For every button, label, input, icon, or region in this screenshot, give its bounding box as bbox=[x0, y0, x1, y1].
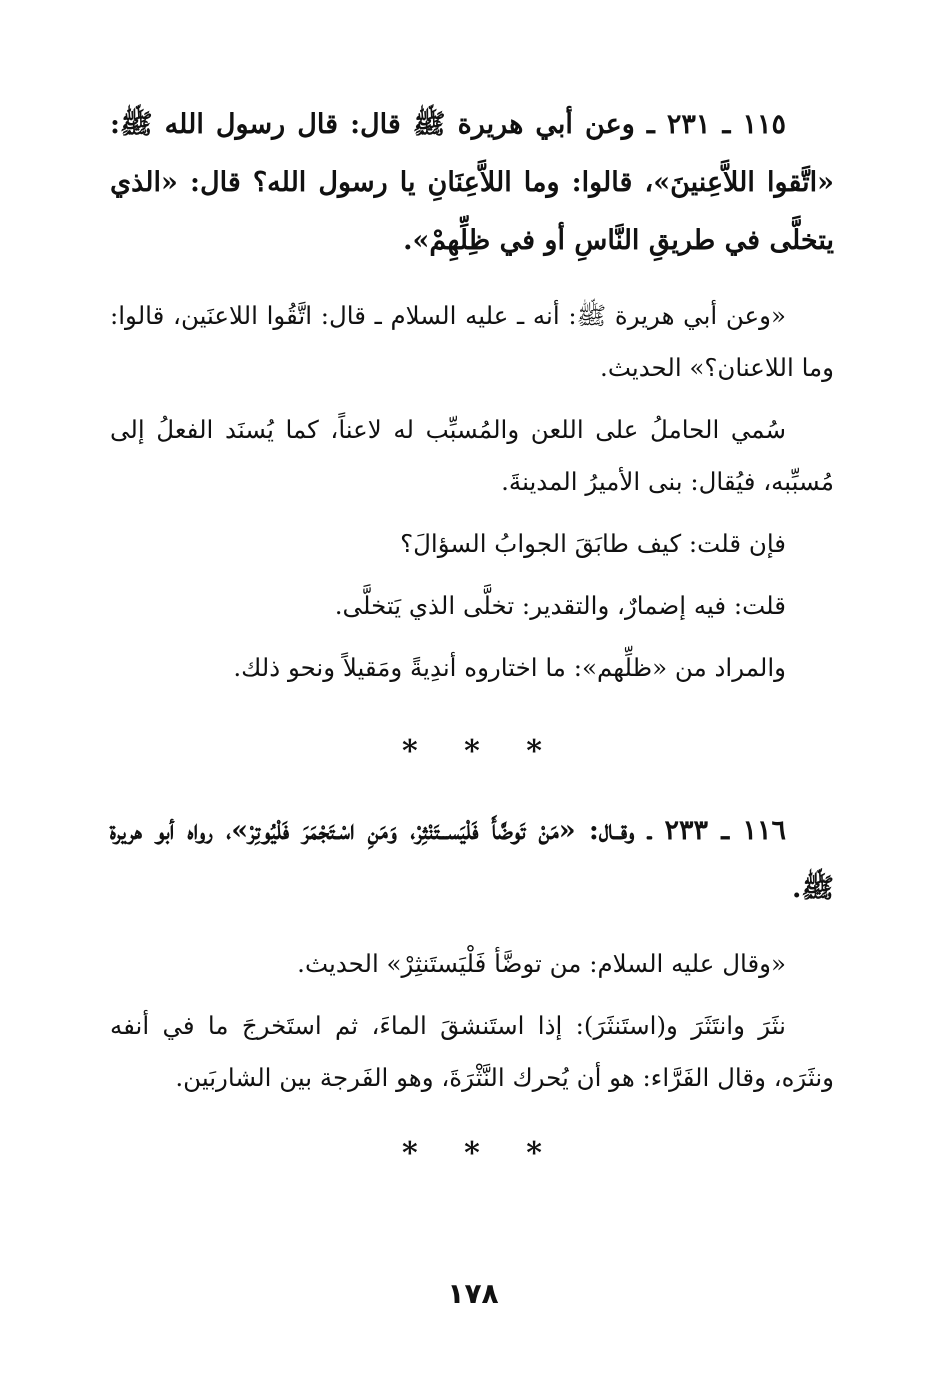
hadith-115: ١١٥ ـ ٢٣١ ـ وعن أبي هريرة ﷺ قال: قال رسول الله ﷺ: «اتَّقوا اللاَّعِنينَ»، قالوا: وما اللاَّعِنَانِ يا رسول الله؟ قال: «الذي يتخلَّى في طريقِ النَّاسِ أو في ظِلِّهِمْ». bbox=[110, 109, 834, 256]
commentary-115-explanation: سُمي الحاملُ على اللعن والمُسبِّب له لاعناً، كما يُسنَد الفعلُ إلى مُسبِّبه، فيُقال: بنى الأميرُ المدينةَ. bbox=[110, 415, 834, 496]
section-separator: * * * bbox=[402, 1136, 560, 1171]
hadith-116: ١١٦ ـ ٢٣٣ ـ وقــال: «مَنْ تَوضَّأَ فَلْيَســتَنْثِرْ، وَمَنِ اسْـتَجْمَرَ فَلْيُوتِرْ»، رواه أبو هريرة ﷺ. bbox=[110, 815, 834, 904]
commentary-115-meaning: والمراد من «ظلِّهم»: ما اختاروه أندِيةً ومَقيلاً ونحو ذلك. bbox=[233, 653, 786, 682]
commentary-116-explanation: نثَرَ وانتَثَرَ و(استَنثَرَ): إذا استَنشقَ الماءَ، ثم استَخرجَ ما في أنفه ونثَرَه، وقال الفَرَّاء: هو أن يُحرك النَّثْرَةَ، وهو الفَرجة بين الشاربَين. bbox=[110, 1011, 834, 1092]
page-number: ١٧٨ bbox=[447, 1277, 499, 1310]
commentary-115-question: فإن قلت: كيف طابَقَ الجوابُ السؤالَ؟ bbox=[400, 529, 786, 558]
section-separator: * * * bbox=[402, 734, 560, 769]
page-body bbox=[110, 96, 834, 1174]
commentary-116-quote: «وقال عليه السلام: من توضَّأ فَلْيَستَنثِرْ» الحديث. bbox=[297, 949, 786, 978]
commentary-115-answer: قلت: فيه إضمارٌ، والتقدير: تخلَّى الذي يَتخلَّى. bbox=[334, 591, 786, 620]
commentary-115-quote: «وعن أبي هريرة ﷺ: أنه ـ عليه السلام ـ قال: اتَّقُوا اللاعنَين، قالوا: وما اللاعنان؟» الحديث. bbox=[110, 301, 834, 382]
